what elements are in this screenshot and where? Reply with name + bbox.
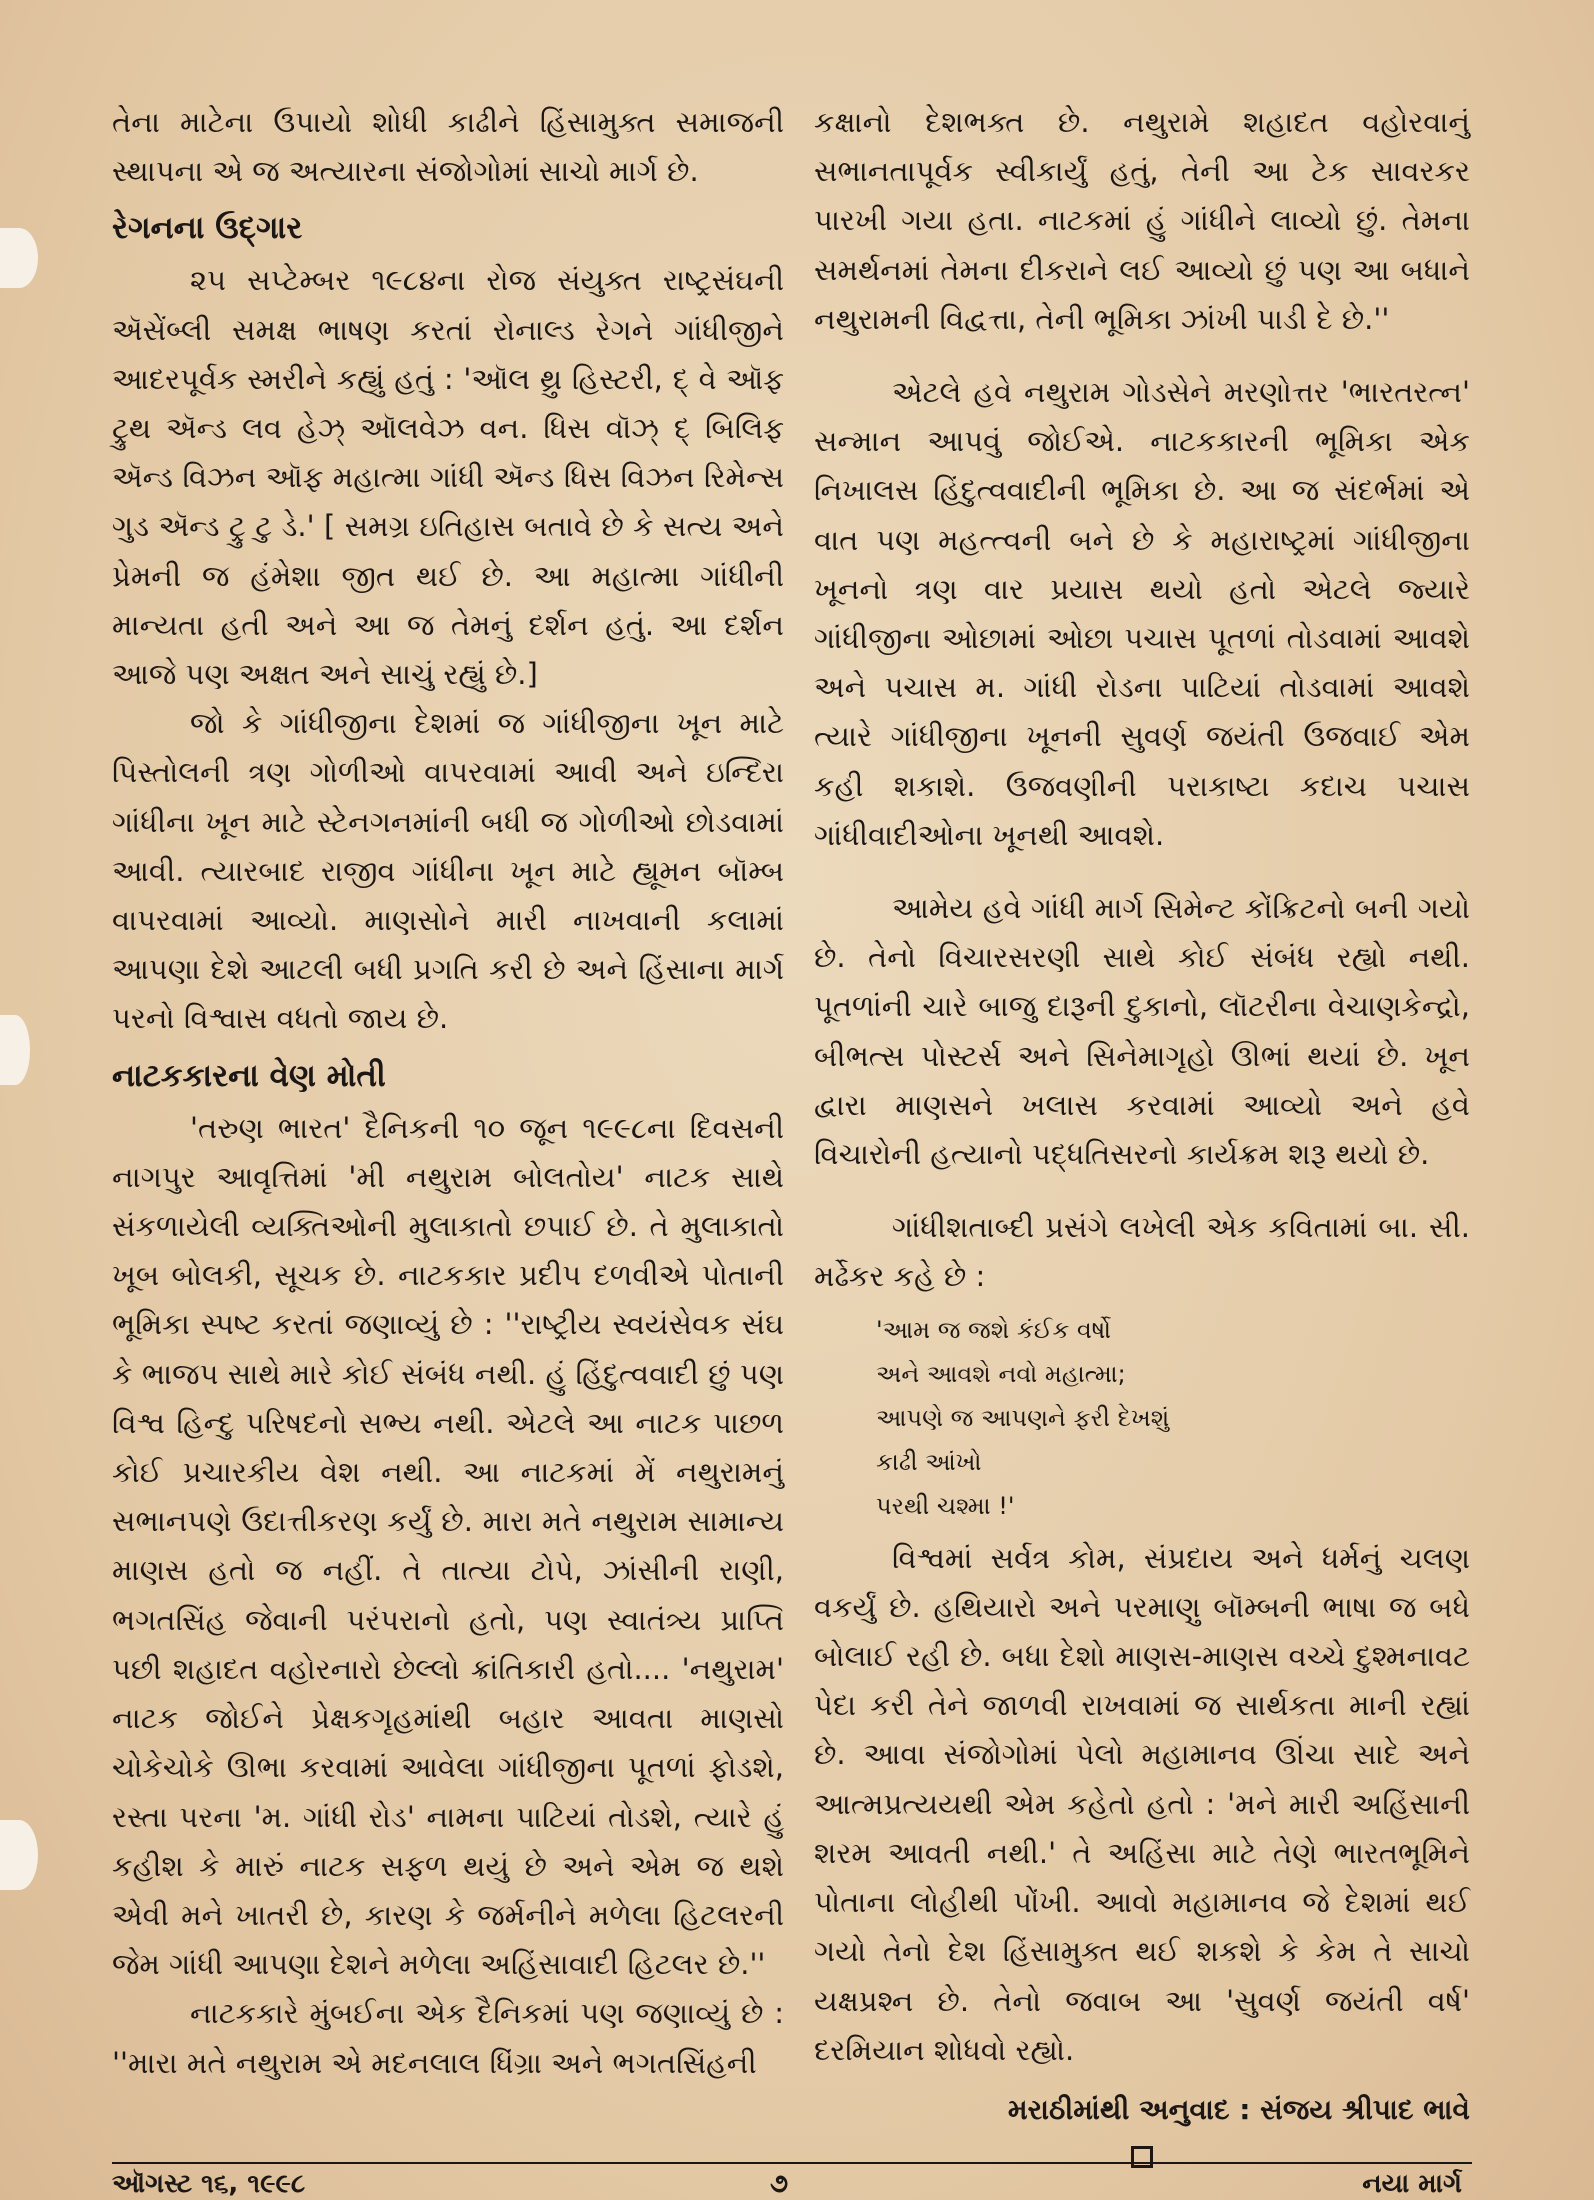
intro-paragraph: તેના માટેના ઉપાયો શોધી કાઢીને હિંસામુક્ત સમાજની સ્થાપના એ જ અત્યારના સંજોગોમાં સાચો માર્ગ છે. [112,105,784,189]
cement-paragraph: આમેય હવે ગાંધી માર્ગ સિમેન્ટ કોંક્રિટનો બની ગયો છે. તેનો વિચારસરણી સાથે કોઈ સંબંધ રહ્યો નથી. પૂતળાંની ચારે બાજુ દારૂની દુકાનો, લૉટરીના વેચાણકેન્દ્રો, બીભત્સ પોસ્ટર્સ અને સિનેમાગૃહો ઊભાં થયાં છે. ખૂન દ્વારા માણસને ખલાસ કરવામાં આવ્યો અને હવે વિચારોની હત્યાનો પદ્ધતિસરનો કાર્યક્રમ શરૂ થયો છે. [814,891,1470,1172]
paper-tear [0,228,38,288]
poem-line: 'આમ જ જશે કંઈક વર્ષો [876,1315,1112,1344]
poem-line: કાઢી આંખો [876,1447,982,1476]
bharatratna-paragraph: એટલે હવે નથુરામ ગોડસેને મરણોત્તર 'ભારતરત્ન' સન્માન આપવું જોઈએ. નાટકકારની ભૂમિકા એક નિખાલસ હિંદુત્વવાદીની ભૂમિકા છે. આ જ સંદર્ભમાં એ વાત પણ મહત્ત્વની બને છે કે મહારાષ્ટ્રમાં ગાંધીજીના ખૂનનો ત્રણ વાર પ્રયાસ થયો હતો એટલે જ્યારે ગાંધીજીના ઓછામાં ઓછા પચાસ પૂતળાં તોડવામાં આવશે અને પચાસ મ. ગાંધી રોડના પાટિયાં તોડવામાં આવશે ત્યારે ગાંધીજીના ખૂનની સુવર્ણ જયંતી ઉજવાઈ એમ કહી શકાશે. ઉજવણીની પરાકાષ્ટા કદાચ પચાસ ગાંધીવાદીઓના ખૂનથી આવશે. [814,375,1470,852]
translation-credit: મરાઠીમાંથી અનુવાદ : સંજય શ્રીપાદ ભાવે [1007,2092,1470,2126]
poem-line: આપણે જ આપણને ફરી દેખશું [876,1403,1170,1432]
footer-page-number: ૭ [770,2169,789,2199]
right-column [814,98,1470,2168]
poem-intro-paragraph: ગાંધીશતાબ્દી પ્રસંગે લખેલી એક કવિતામાં બા. સી. મર્ઢેકર કહે છે : [814,1210,1470,1294]
playwright-paragraph: 'તરુણ ભારત' દૈનિકની ૧૦ જૂન ૧૯૯૮ના દિવસની નાગપુર આવૃત્તિમાં 'મી નથુરામ બોલતોય' નાટક સાથે સંકળાયેલી વ્યક્તિઓની મુલાકાતો છપાઈ છે. તે મુલાકાતો ખૂબ બોલકી, સૂચક છે. નાટકકાર પ્રદીપ દળવીએ પોતાની ભૂમિકા સ્પષ્ટ કરતાં જણાવ્યું છે : ''રાષ્ટ્રીય સ્વયંસેવક સંઘ કે ભાજપ સાથે મારે કોઈ સંબંધ નથી. હું હિંદુત્વવાદી છું પણ વિશ્વ હિન્દુ પરિષદનો સભ્ય નથી. એટલે આ નાટક પાછળ કોઈ પ્રચારકીય વેશ નથી. આ નાટકમાં મેં નથુરામનું સભાનપણે ઉદાત્તીકરણ કર્યું છે. મારા મતે નથુરામ સામાન્ય માણસ હતો જ નહીં. તે તાત્યા ટોપે, ઝાંસીની રાણી, ભગતસિંહ જેવાની પરંપરાનો હતો, પણ સ્વાતંત્ર્ય પ્રાપ્તિ પછી શહાદત વહોરનારો છેલ્લો ક્રાંતિકારી હતો.... 'નથુરામ' નાટક જોઈને પ્રેક્ષકગૃહમાંથી બહાર આવતા માણસો ચોકેચોકે ઊભા કરવામાં આવેલા ગાંધીજીના પૂતળાં ફોડશે, રસ્તા પરના 'મ. ગાંધી રોડ' નામના પાટિયાં તોડશે, ત્યારે હું કહીશ કે મારું નાટક સફળ થયું છે અને એમ જ થશે એવી મને ખાતરી છે, કારણ કે જર્મનીને મળેલા હિટલરની જેમ ગાંધી આપણા દેશને મળેલા અહિંસાવાદી હિટલર છે.'' [112,1110,784,1982]
poem-line: અને આવશે નવો મહાત્મા; [876,1359,1126,1388]
final-paragraph: વિશ્વમાં સર્વત્ર કોમ, સંપ્રદાય અને ધર્મનું ચલણ વકર્યું છે. હથિયારો અને પરમાણુ બૉમ્બની ભાષા જ બધે બોલાઈ રહી છે. બધા દેશો માણસ-માણસ વચ્ચે દુશ્મનાવટ પેદા કરી તેને જાળવી રાખવામાં જ સાર્થકતા માની રહ્યાં છે. આવા સંજોગોમાં પેલો મહામાનવ ઊંચા સાદે અને આત્મપ્રત્યયથી એમ કહેતો હતો : 'મને મારી અહિંસાની શરમ આવતી નથી.' તે અહિંસા માટે તેણે ભારતભૂમિને પોતાના લોહીથી પોંખી. આવો મહામાનવ જે દેશમાં થઈ ગયો તેનો દેશ હિંસામુક્ત થઈ શકશે કે કેમ તે સાચો યક્ષપ્રશ્ન છે. તેનો જવાબ આ 'સુવર્ણ જયંતી વર્ષ' દરમિયાન શોધવો રહ્યો. [814,1540,1470,2067]
end-mark-icon [1131,2146,1153,2168]
continued-paragraph: કક્ષાનો દેશભક્ત છે. નથુરામે શહાદત વહોરવાનું સભાનતાપૂર્વક સ્વીકાર્યું હતું, તેની આ ટેક સાવરકર પારખી ગયા હતા. નાટકમાં હું ગાંધીને લાવ્યો છું. તેમના સમર્થનમાં તેમના દીકરાને લઈ આવ્યો છું પણ આ બધાને નથુરામની વિદ્વત્તા, તેની ભૂમિકા ઝાંખી પાડી દે છે.'' [814,105,1470,336]
paper-tear [0,1015,30,1085]
footer-publication: નયા માર્ગ [1362,2169,1462,2199]
left-column [112,98,784,2088]
section-heading-reagan: રેગનના ઉદ્ગાર [112,210,303,247]
playwright-paragraph-2: નાટકકારે મુંબઈના એક દૈનિકમાં પણ જણાવ્યું છે : ''મારા મતે નથુરામ એ મદનલાલ ધિંગ્રા અને ભગતસિંહની [112,1996,784,2080]
reagan-paragraph: ૨૫ સપ્ટેમ્બર ૧૯૮૪ના રોજ સંયુક્ત રાષ્ટ્રસંઘની ઍસેંબ્લી સમક્ષ ભાષણ કરતાં રોનાલ્ડ રેગને ગાંધીજીને આદરપૂર્વક સ્મરીને કહ્યું હતું : 'ઑલ થ્રુ હિસ્ટરી, દ્ વે ઑફ ટ્રુથ ઍન્ડ લવ હેઝ્ ઑલવેઝ વન. ધિસ વૉઝ્ દ્ બિલિફ ઍન્ડ વિઝન ઑફ મહાત્મા ગાંધી ઍન્ડ ધિસ વિઝન રિમેન્સ ગુડ ઍન્ડ ટ્રુ ટુ ડે.' [ સમગ્ર ઇતિહાસ બતાવે છે કે સત્ય અને પ્રેમની જ હંમેશા જીત થઈ છે. આ મહાત્મા ગાંધીની માન્યતા હતી અને આ જ તેમનું દર્શન હતું. આ દર્શન આજે પણ અક્ષત અને સાચું રહ્યું છે.] [112,263,784,692]
bullets-paragraph: જો કે ગાંધીજીના દેશમાં જ ગાંધીજીના ખૂન માટે પિસ્તોલની ત્રણ ગોળીઓ વાપરવામાં આવી અને ઇન્દિરા ગાંધીના ખૂન માટે સ્ટેનગનમાંની બધી જ ગોળીઓ છોડવામાં આવી. ત્યારબાદ રાજીવ ગાંધીના ખૂન માટે હ્યૂમન બૉમ્બ વાપરવામાં આવ્યો. માણસોને મારી નાખવાની કલામાં આપણા દેશે આટલી બધી પ્રગતિ કરી છે અને હિંસાના માર્ગ પરનો વિશ્વાસ વધતો જાય છે. [112,706,784,1036]
poem-block [876,1308,1470,1528]
footer-date: ઑગસ્ટ ૧૬, ૧૯૯૮ [112,2169,306,2199]
paper-tear [0,1820,38,1890]
poem-line: પરથી ચશ્મા !' [876,1491,1015,1520]
section-heading-playwright: નાટકકારના વેણ મોતી [112,1057,386,1094]
footer-rule [112,2162,1472,2164]
